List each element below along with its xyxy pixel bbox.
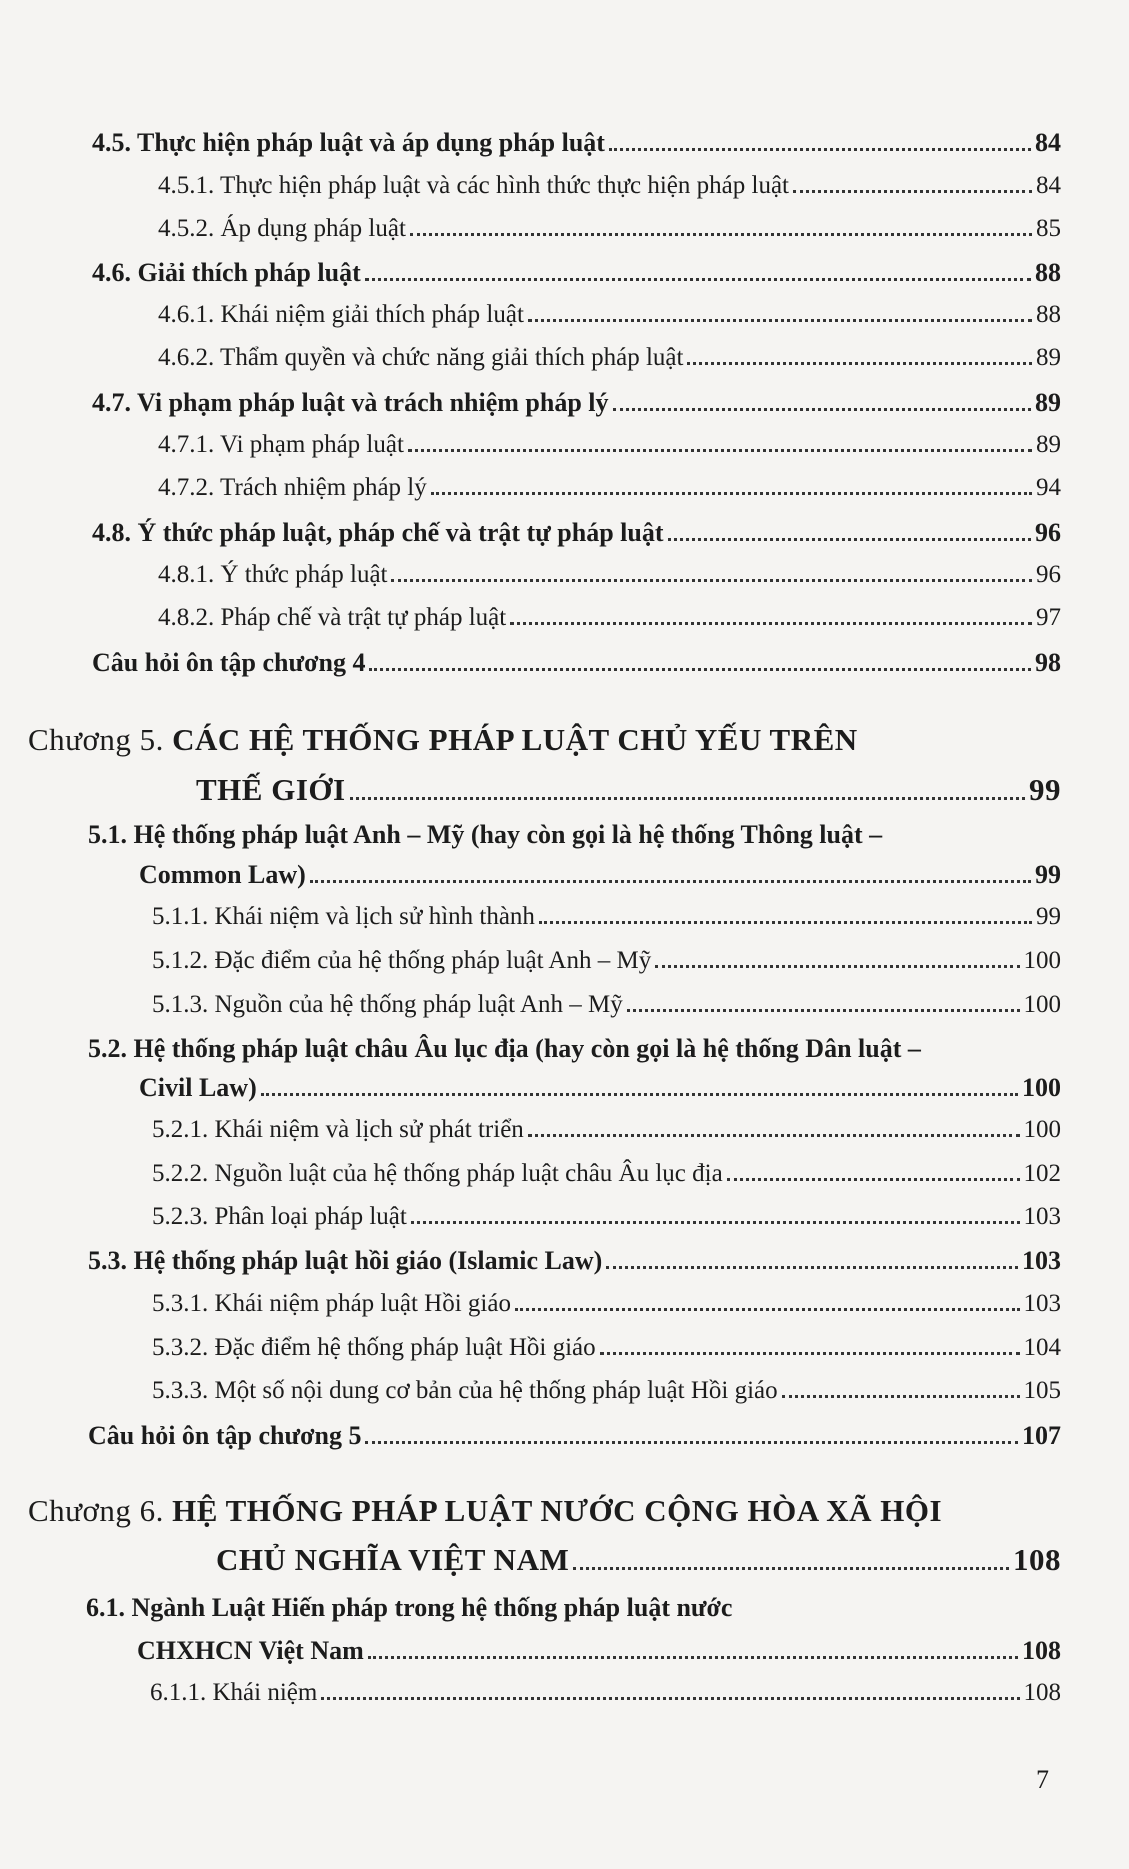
toc-page-number: 100 (1022, 1073, 1061, 1102)
dot-leader (600, 1352, 1020, 1355)
toc-label: Câu hỏi ôn tập chương 5 (88, 1421, 362, 1450)
toc-page-number: 89 (1036, 431, 1061, 458)
toc-entry[interactable] (158, 215, 1061, 243)
toc-entry[interactable] (152, 1116, 1061, 1144)
toc-label: 5.2.3. Phân loại pháp luật (152, 1203, 407, 1230)
toc-label: 4.7.1. Vi phạm pháp luật (158, 431, 404, 458)
toc-label: 5.3. Hệ thống pháp luật hồi giáo (Islamic Law) (88, 1246, 603, 1275)
toc-page-number: 99 (1029, 772, 1061, 807)
toc-label: 5.2.2. Nguồn luật của hệ thống pháp luật châu Âu lục địa (152, 1160, 723, 1187)
toc-label: 6.1. Ngành Luật Hiến pháp trong hệ thống pháp luật nước (86, 1593, 733, 1622)
dot-leader (350, 797, 1025, 800)
dot-leader (606, 1266, 1018, 1269)
toc-page-number: 100 (1023, 1116, 1061, 1143)
dot-leader (411, 1221, 1020, 1224)
chapter-heading[interactable] (28, 1493, 942, 1529)
toc-page-number: 85 (1036, 215, 1061, 242)
toc-page-number: 96 (1036, 561, 1061, 588)
toc-page-number: 104 (1023, 1334, 1061, 1361)
toc-page-number: 102 (1023, 1160, 1061, 1187)
dot-leader (310, 880, 1031, 883)
page-number: 7 (1036, 1765, 1049, 1794)
toc-label: 6.1.1. Khái niệm (150, 1679, 318, 1706)
chapter-title: CÁC HỆ THỐNG PHÁP LUẬT CHỦ YẾU TRÊN (172, 722, 858, 757)
toc-label: 5.3.3. Một số nội dung cơ bản của hệ thống pháp luật Hồi giáo (152, 1377, 778, 1404)
toc-label: 4.5.2. Áp dụng pháp luật (158, 215, 406, 242)
toc-page-number: 100 (1023, 991, 1061, 1018)
toc-page-number: 107 (1022, 1421, 1061, 1450)
chapter-heading[interactable] (28, 722, 858, 758)
dot-leader (368, 1656, 1018, 1659)
toc-label: 4.7.2. Trách nhiệm pháp lý (158, 474, 427, 501)
toc-entry[interactable] (137, 1636, 1061, 1666)
dot-leader (528, 319, 1032, 322)
toc-label: 4.5.1. Thực hiện pháp luật và các hình thức thực hiện pháp luật (158, 172, 789, 199)
toc-label: 5.3.2. Đặc điểm hệ thống pháp luật Hồi giáo (152, 1334, 596, 1361)
toc-entry[interactable] (92, 258, 1061, 288)
chapter-title-continued: THẾ GIỚI (196, 772, 346, 807)
toc-entry[interactable] (158, 604, 1061, 632)
toc-entry[interactable] (92, 518, 1061, 548)
toc-entry[interactable] (158, 431, 1061, 459)
dot-leader (365, 278, 1031, 281)
toc-entry[interactable] (152, 1334, 1061, 1362)
dot-leader (613, 408, 1031, 411)
toc-page-number: 89 (1036, 344, 1061, 371)
toc-entry[interactable] (139, 860, 1061, 890)
toc-entry-heading[interactable] (88, 1034, 921, 1064)
toc-label: 5.2.1. Khái niệm và lịch sử phát triển (152, 1116, 524, 1143)
toc-page-number: 105 (1023, 1377, 1061, 1404)
toc-label: 4.8. Ý thức pháp luật, pháp chế và trật tự pháp luật (92, 518, 664, 547)
chapter-prefix: Chương 5. (28, 722, 164, 757)
toc-label: 5.1.1. Khái niệm và lịch sử hình thành (152, 903, 535, 930)
dot-leader (515, 1308, 1020, 1311)
dot-leader (793, 190, 1032, 193)
toc-entry-heading[interactable] (88, 820, 882, 850)
toc-label: Câu hỏi ôn tập chương 4 (92, 648, 366, 677)
dot-leader (687, 362, 1032, 365)
toc-page-number: 108 (1023, 1679, 1061, 1706)
dot-leader (431, 492, 1032, 495)
toc-page-number: 84 (1036, 172, 1061, 199)
toc-entry[interactable] (158, 344, 1061, 372)
toc-entry[interactable] (88, 1246, 1061, 1276)
toc-label: 5.1.3. Nguồn của hệ thống pháp luật Anh – Mỹ (152, 991, 623, 1018)
dot-leader (782, 1395, 1020, 1398)
toc-page-number: 99 (1035, 860, 1061, 889)
toc-entry[interactable] (152, 1160, 1061, 1188)
toc-page-number: 103 (1022, 1246, 1061, 1275)
toc-entry[interactable] (92, 388, 1061, 418)
toc-entry[interactable] (152, 903, 1061, 931)
toc-entry[interactable] (158, 172, 1061, 200)
toc-entry[interactable] (150, 1679, 1061, 1707)
toc-entry[interactable] (139, 1073, 1061, 1103)
toc-page-number: 103 (1023, 1203, 1061, 1230)
toc-entry[interactable] (152, 1203, 1061, 1231)
toc-page-number: 100 (1023, 947, 1061, 974)
toc-label: 4.5. Thực hiện pháp luật và áp dụng pháp luật (92, 128, 605, 157)
toc-label: 4.6. Giải thích pháp luật (92, 258, 361, 287)
toc-label: CHXHCN Việt Nam (137, 1636, 364, 1665)
toc-entry[interactable] (196, 772, 1061, 808)
toc-label: 5.1.2. Đặc điểm của hệ thống pháp luật Anh – Mỹ (152, 947, 652, 974)
dot-leader (609, 148, 1031, 151)
toc-entry[interactable] (92, 128, 1061, 158)
toc-page-number: 89 (1035, 388, 1061, 417)
toc-entry[interactable] (152, 991, 1061, 1019)
toc-label: 4.6.1. Khái niệm giải thích pháp luật (158, 301, 524, 328)
toc-entry-heading[interactable] (86, 1593, 732, 1623)
dot-leader (410, 233, 1032, 236)
dot-leader (528, 1134, 1020, 1137)
dot-leader (573, 1567, 1009, 1570)
chapter-title-continued: CHỦ NGHĨA VIỆT NAM (216, 1542, 570, 1577)
chapter-title: HỆ THỐNG PHÁP LUẬT NƯỚC CỘNG HÒA XÃ HỘI (172, 1493, 943, 1528)
toc-label: 4.8.2. Pháp chế và trật tự pháp luật (158, 604, 507, 631)
toc-label: 4.6.2. Thẩm quyền và chức năng giải thích pháp luật (158, 344, 684, 371)
toc-page-number: 97 (1036, 604, 1061, 631)
toc-entry[interactable] (216, 1542, 1061, 1578)
toc-label: 4.8.1. Ý thức pháp luật (158, 561, 388, 588)
dot-leader (369, 668, 1031, 671)
dot-leader (261, 1093, 1018, 1096)
toc-entry[interactable] (152, 947, 1061, 975)
dot-leader (365, 1441, 1018, 1444)
toc-page-number: 108 (1022, 1636, 1061, 1665)
toc-entry[interactable] (158, 561, 1061, 589)
toc-entry[interactable] (152, 1377, 1061, 1405)
toc-page-number: 98 (1035, 648, 1061, 677)
toc-entry[interactable] (88, 1421, 1061, 1451)
toc-entry[interactable] (158, 474, 1061, 502)
dot-leader (391, 579, 1032, 582)
toc-page-number: 108 (1013, 1542, 1061, 1577)
dot-leader (321, 1697, 1019, 1700)
toc-entry[interactable] (158, 301, 1061, 329)
dot-leader (655, 965, 1019, 968)
toc-entry[interactable] (152, 1290, 1061, 1318)
dot-leader (627, 1009, 1020, 1012)
dot-leader (668, 538, 1031, 541)
toc-label: 5.1. Hệ thống pháp luật Anh – Mỹ (hay còn gọi là hệ thống Thông luật – (88, 820, 883, 849)
dot-leader (727, 1178, 1020, 1181)
dot-leader (539, 921, 1032, 924)
toc-label: 4.7. Vi phạm pháp luật và trách nhiệm pháp lý (92, 388, 609, 417)
dot-leader (510, 622, 1032, 625)
dot-leader (408, 449, 1032, 452)
toc-page-number: 96 (1035, 518, 1061, 547)
toc-page-number: 88 (1035, 258, 1061, 287)
toc-label: 5.3.1. Khái niệm pháp luật Hồi giáo (152, 1290, 511, 1317)
toc-page-number: 84 (1035, 128, 1061, 157)
toc-page-number: 99 (1036, 903, 1061, 930)
toc-label: 5.2. Hệ thống pháp luật châu Âu lục địa (hay còn gọi là hệ thống Dân luật – (88, 1034, 921, 1063)
toc-page-number: 103 (1023, 1290, 1061, 1317)
chapter-prefix: Chương 6. (28, 1493, 164, 1528)
toc-label: Common Law) (139, 860, 306, 889)
toc-entry[interactable] (92, 648, 1061, 678)
toc-page-number: 94 (1036, 474, 1061, 501)
toc-label: Civil Law) (139, 1073, 257, 1102)
toc-page-number: 88 (1036, 301, 1061, 328)
